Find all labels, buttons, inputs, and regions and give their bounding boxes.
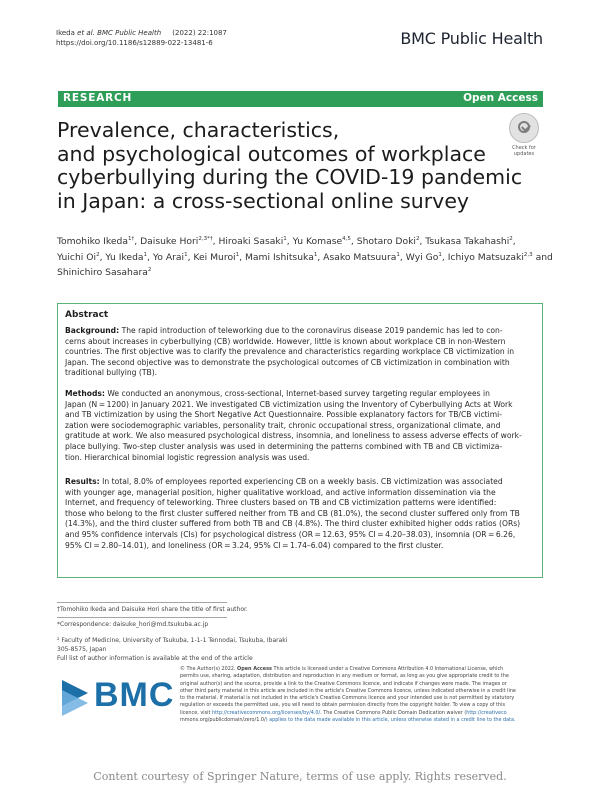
abstract-methods — [65, 389, 522, 463]
author-affiliation-marker: 1 — [143, 251, 148, 258]
citation-line — [56, 28, 227, 38]
abstract-line: place bullying. Two-step cluster analysis was used in determining the patterns combined with TB and CB victimiza- — [65, 441, 503, 451]
author-line: Tomohiko Ikeda$^{1\dagger}$, Daisuke Hori$^{2,3*\dagger}$, Hiroaki Sasaki$^1$, Yu Komase$^{4,5}$, Shotaro Doki$^2$, Tsukasa Takahashi$^2$, — [57, 236, 516, 248]
author-affiliation-marker: 1† — [127, 236, 135, 242]
citation-year-volume: (2022) 22:1087 — [172, 29, 227, 37]
abstract-line: Results: In total, 8.0% of employees reported experiencing CB on a weekly basis. CB victimization was associated — [65, 477, 503, 486]
author-name[interactable]: Yuichi Oi — [57, 251, 97, 263]
license-line: original author(s) and the source, provide a link to the Creative Commons licence, and indicate if changes were made. The images or — [180, 680, 507, 687]
author-affiliation-marker: 2,3*† — [198, 236, 213, 242]
abstract-line: Japan (N = 1200) in January 2021. We investigated CB victimization using the Inventory of Cyberbullying Acts at Work — [65, 399, 513, 409]
abstract-line: countries. The first objective was to clarify the prevalence and characteristics regarding workplace CB victimization in — [65, 347, 515, 357]
author-affiliation-marker: 1 — [438, 251, 442, 258]
license-line: regulation or exceeds the permitted use, you will need to obtain permission directly from the copyright holder. To view a copy of this — [180, 702, 506, 709]
abstract-line: Background: The rapid introduction of teleworking due to the coronavirus disease 2019 pandemic has led to con- — [65, 326, 503, 335]
article-type-label: RESEARCH — [63, 92, 133, 104]
title-line: and psychological outcomes of workplace — [57, 141, 486, 166]
abstract-box — [57, 303, 543, 578]
license-line: permits use, sharing, adaptation, distribution and reproduction in any medium or format, as long as you give appropriate credit to the — [180, 673, 509, 680]
title-line: cyberbullying during the COVID-19 pandemic — [57, 165, 523, 189]
citation-block — [56, 28, 227, 48]
author-name[interactable]: Hiroaki Sasaki — [218, 236, 284, 248]
author-name[interactable]: Shotaro Doki — [356, 236, 416, 248]
bmc-logo-icon — [62, 680, 88, 716]
author-affiliation-marker: 1 — [184, 251, 188, 258]
citation-author: Ikeda — [56, 29, 75, 37]
footnote-divider — [57, 602, 227, 603]
abstract-heading: Abstract — [65, 310, 109, 320]
abstract-section-label: Methods: — [65, 389, 105, 398]
license-link[interactable]: http://creativecommons.org/licenses/by/4.0/ — [211, 709, 321, 716]
license-open-access: Open Access — [237, 666, 272, 672]
abstract-line: (14.3%), and the third cluster suffered from both TB and CB (4.8%). The third cluster exhibited higher odds ratios (ORs) — [65, 519, 521, 529]
license-line: mmons.org/publicdomain/zero/1.0/) applies to the data made available in this article, unless otherwise stated in a credit line to the data. — [180, 717, 516, 724]
check-updates-icon — [509, 113, 539, 143]
abstract-line: those who belong to the first cluster suffered neither from TB and CB (81.0%), the second cluster suffered only from TB — [65, 508, 520, 518]
author-name[interactable]: Yo Arai — [152, 251, 185, 263]
author-name[interactable]: Daisuke Hori — [140, 236, 199, 248]
author-name[interactable]: Ichiyo Matsuzaki — [447, 251, 524, 263]
author-affiliation-marker: 1 — [313, 251, 318, 258]
author-affiliation-marker: 2 — [509, 236, 513, 242]
doi-link[interactable]: https://doi.org/10.1186/s12889-022-13481-6 — [56, 39, 213, 47]
author-affiliation-marker: 2,3 — [523, 251, 533, 258]
author-affiliation-marker: 2 — [147, 267, 152, 274]
author-name[interactable]: and — [535, 251, 553, 263]
license-text — [180, 666, 545, 724]
check-for-updates-badge[interactable] — [506, 113, 542, 157]
author-affiliation-marker: 2 — [415, 236, 420, 242]
article-type-band — [58, 91, 543, 107]
author-affiliation-marker: 1 — [283, 236, 287, 242]
license-link[interactable]: http://creativeco — [466, 709, 507, 716]
journal-brand[interactable]: BMC Public Health — [400, 29, 543, 48]
open-access-label: Open Access — [463, 92, 538, 104]
abstract-line: and TB victimization by using the Short Negative Act Questionnaire. Possible explanatory factors for TB/CB victimi- — [65, 410, 503, 420]
author-affiliation-marker: 4,5 — [342, 236, 351, 242]
abstract-line: Japan. The second objective was to demonstrate the psychological outcomes of CB victimization in combination with — [65, 357, 510, 367]
footnote-affiliation: ² Faculty of Medicine, University of Tsukuba, 1-1-1 Tennodai, Tsukuba, Ibaraki 305-8575, Japan Full list of author information is available at the end of the article — [57, 637, 288, 662]
footnote-divider — [57, 617, 227, 618]
author-name[interactable]: Tsukasa Takahashi — [425, 236, 510, 248]
abstract-line: gratitude at work. We also measured psychological distress, insomnia, and loneliness to assess adverse effects of work- — [65, 431, 522, 441]
abstract-line: Internet, and frequency of teleworking. Three clusters based on TB and CB victimization patterns were identified: — [65, 498, 497, 508]
author-name[interactable]: Tomohiko Ikeda — [57, 236, 128, 248]
license-line: other third party material in this article are included in the article's Creative Commons licence, unless indicated otherwise in a credit line — [180, 687, 516, 694]
abstract-line: Methods: We conducted an anonymous, cross-sectional, Internet-based survey targeting regular employees in — [65, 389, 490, 398]
author-name[interactable]: Mami Ishitsuka — [244, 251, 314, 263]
author-name[interactable]: Asako Matsuura — [323, 251, 397, 263]
article-title — [57, 118, 523, 213]
abstract-line: cerns about increases in cyberbullying (CB) worldwide. However, little is known about workplace CB in non-Western — [65, 336, 506, 346]
author-affiliation-marker: 2 — [96, 251, 100, 258]
license-link[interactable]: ) applies to the data made available in this article, unless otherwise stated in a credit line to the data. — [265, 717, 516, 724]
abstract-line: 95% CI = 2.80–14.01), and loneliness (OR = 3.24, 95% CI = 1.74–6.04) compared to the first cluster. — [65, 540, 444, 550]
citation-journal: BMC Public Health — [97, 29, 162, 37]
author-line: Yuichi Oi$^2$, Yu Ikeda$^1$, Yo Arai$^1$, Kei Muroi$^1$, Mami Ishitsuka$^1$, Asako Matsuura$^1$, Wyi Go$^1$, Ichiyo Matsuzaki$^{2,3}$ and — [57, 251, 553, 263]
abstract-line: with younger age, managerial position, higher qualitative workload, and active information dissemination via the — [65, 487, 496, 497]
author-name[interactable]: Kei Muroi — [193, 251, 236, 263]
license-line: © The Author(s) 2022. Open Access This article is licensed under a Creative Commons Attribution 4.0 International License, which — [180, 666, 504, 672]
author-affiliation-marker: 1 — [235, 251, 240, 258]
title-line: Prevalence, characteristics, — [57, 118, 340, 142]
author-name[interactable]: Shinichiro Sasahara — [57, 267, 148, 279]
citation-et-al: et al. — [77, 29, 95, 37]
abstract-results — [65, 477, 520, 551]
footnote-correspondence[interactable]: *Correspondence: daisuke_hori@md.tsukuba.ac.jp — [57, 621, 209, 628]
license-line: licence, visit http://creativecommons.org/licenses/by/4.0/. The Creative Commons Public Domain Dedication waiver (http://creativeco — [180, 709, 507, 716]
abstract-section-label: Results: — [65, 477, 100, 486]
license-line: to the material. If material is not included in the article's Creative Commons licence and your intended use is not permitted by statutory — [180, 695, 515, 702]
footnote-equal-contribution: †Tomohiko Ikeda and Daisuke Hori share the title of first author. — [57, 606, 248, 613]
check-updates-label: Check for updates — [512, 145, 536, 157]
abstract-line: traditional bullying (TB). — [65, 368, 158, 378]
author-name[interactable]: Yu Komase — [292, 236, 343, 248]
abstract-line: and 95% confidence intervals (CIs) for psychological distress (OR = 12.63, 95% CI = 4.20–38.03), insomnia (OR = 6.26, — [65, 529, 516, 539]
title-line: in Japan: a cross-sectional online survey — [57, 188, 470, 213]
author-affiliation-marker: 1 — [396, 251, 400, 258]
abstract-background — [65, 326, 514, 379]
abstract-line: tion. Hierarchical binomial logistic regression analysis was used. — [65, 452, 310, 462]
abstract-line: zation were sociodemographic variables, personality trait, chronic occupational stress, organizational climate, and — [65, 420, 501, 430]
courtesy-notice: Content courtesy of Springer Nature, terms of use apply. Rights reserved. — [93, 770, 507, 783]
bmc-logo — [62, 678, 182, 722]
author-list — [57, 233, 553, 280]
abstract-section-label: Background: — [65, 326, 120, 335]
author-name[interactable]: Yu Ikeda — [105, 251, 144, 263]
author-line — [57, 264, 543, 280]
author-name[interactable]: Wyi Go — [405, 251, 439, 263]
bmc-logo-text: BMC — [94, 676, 175, 714]
